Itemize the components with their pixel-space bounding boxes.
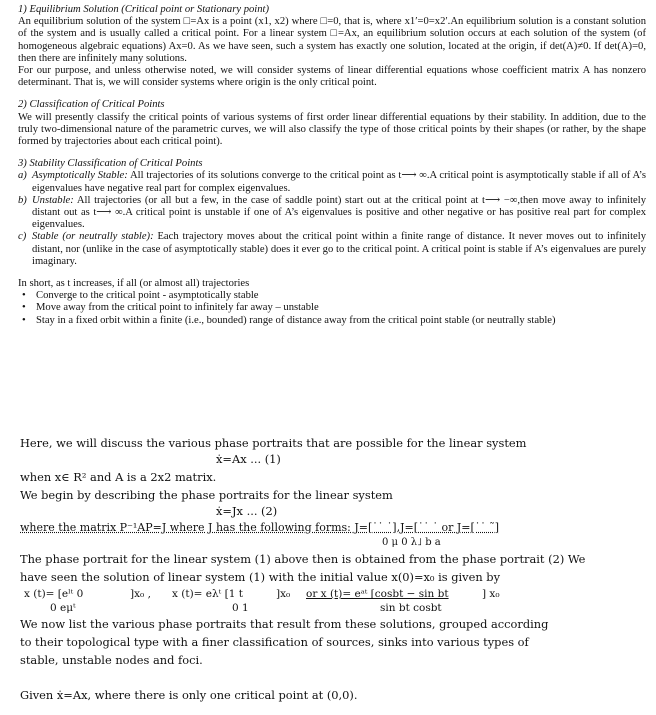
section-3-heading: 3) Stability Classification of Critical Points [18, 158, 203, 170]
section-1-heading: 1) Equilibrium Solution (Critical point or Stationary point) [18, 4, 270, 15]
text-line: have seen the solution of linear system (1) with the initial value x(0)=x₀ is given by [20, 570, 501, 584]
solution-formula-3-tail: ] x₀ [482, 588, 500, 600]
text-line: stable, unstable nodes and foci. [20, 653, 203, 667]
list-item: • Converge to the critical point - asymptotically stable [18, 290, 646, 302]
solution-formula-1: x (t)= [eˡᵗ 0 [24, 588, 84, 600]
notes-block [18, 4, 646, 327]
solution-formula-1-row2: 0 eμᵗ [50, 602, 76, 614]
solution-formula-2-tail: ]x₀ [276, 588, 291, 600]
stability-item-unstable [18, 195, 646, 232]
list-item: • Move away from the critical point to infinitely far away – unstable [18, 302, 646, 314]
text-line: The phase portrait for the linear system (1) above then is obtained from the phase portrait (2) We [20, 552, 586, 566]
stability-item-asymptotic [18, 170, 646, 194]
text-line: when x∈ R² and A is a 2x2 matrix. [20, 470, 217, 484]
text-line: to their topological type with a finer classification of sources, sinks into various types of [20, 635, 529, 649]
text-line: Given ẋ=Ax, where there is only one critical point at (0,0). [20, 688, 358, 702]
text-line: We begin by describing the phase portraits for the linear system [20, 488, 393, 502]
section-1-paragraph-2: For our purpose, and unless otherwise noted, we will consider systems of linear differential equations whose coefficient matrix A has nonzero determinant. That is, we will consider systems where origin is the only critical point. [18, 65, 646, 89]
item-text: All trajectories (or all but a few, in the case of saddle point) start out at the critical point at t⟶ −∞,then move away to infinitely distant out as t⟶ ∞.A critical point is unstable if one of A’s eigenvalues is positive and other negative or has positive real part for complex eigenvalues. [32, 194, 646, 231]
text-line: We now list the various phase portraits that result from these solutions, grouped according [20, 617, 549, 631]
solution-formula-3: or x (t)= eᵃᵗ [cosbt − sin bt [306, 588, 449, 600]
section-1-paragraph: An equilibrium solution of the system □=Ax is a point (x1, x2) where □=0, that is, where x1′=0=x2′.An equilibrium solution is a constant solution of the system and is usually called a critical point. For a linear system □=Ax, an equilibrium solution occurs at each solution of the system (of homogeneous algebraic equations) Ax=0. As we have seen, such a system has exactly one solution, located at the origin, if det(A)≠0. If det(A)=0, then there are infinitely many solutions. [18, 16, 646, 64]
solution-formula-2: x (t)= eλᵗ [1 t [172, 588, 243, 600]
item-label: Asymptotically Stable: [32, 170, 128, 182]
item-text: Each trajectory moves about the critical point within a finite range of distance. It never moves out to infinitely distant, nor (unlike in the case of asymptotically stable) does it ever go to the critical point. A critical point is stable if A’s eigenvalues are purely imaginary. [32, 231, 646, 267]
summary-intro: In short, as t increases, if all (or almost all) trajectories [18, 278, 250, 290]
stability-item-stable [18, 231, 646, 268]
list-item: • Stay in a fixed orbit within a finite (i.e., bounded) range of distance away from the critical point stable (or neutrally stable) [18, 315, 646, 327]
item-number: a) [18, 170, 27, 182]
equation-2: ẋ=Jx ... (2) [216, 504, 278, 518]
summary-list [18, 290, 646, 327]
equation-1: ẋ=Ax ... (1) [216, 452, 281, 466]
jordan-forms-subscript: 0 μ 0 λ˩ b a [382, 537, 441, 548]
item-label: Stable (or neutrally stable): [32, 231, 154, 243]
solution-formula-1-tail: ]x₀ , [130, 588, 151, 600]
item-text: All trajectories of its solutions converge to the critical point as t⟶ ∞.A critical point is asymptotically stable if all of A’s eigenvalues have negative real part for complex eigenvalues. [32, 170, 646, 194]
jordan-forms-line: where the matrix P⁻¹AP=J where J has the following forms: J=[˙˙ ˙],J=[˙˙ ˙ or J=[˙˙ ˜] [20, 521, 500, 534]
text-line: Here, we will discuss the various phase portraits that are possible for the linear system [20, 436, 527, 450]
section-2-heading: 2) Classification of Critical Points [18, 99, 165, 111]
section-2-paragraph: We will presently classify the critical points of various systems of first order linear differential equations by their stability. In addition, due to the truly two-dimensional nature of the parametric curves, we will also classify the type of those critical points by their shapes (or rather, by the shape formed by trajectories about each critical point). [18, 111, 646, 148]
solution-formula-3-row2: sin bt cosbt [380, 602, 442, 614]
item-number: c) [18, 231, 27, 243]
solution-formula-2-row2: 0 1 [232, 602, 249, 614]
item-label: Unstable: [32, 194, 74, 206]
item-number: b) [18, 194, 27, 206]
